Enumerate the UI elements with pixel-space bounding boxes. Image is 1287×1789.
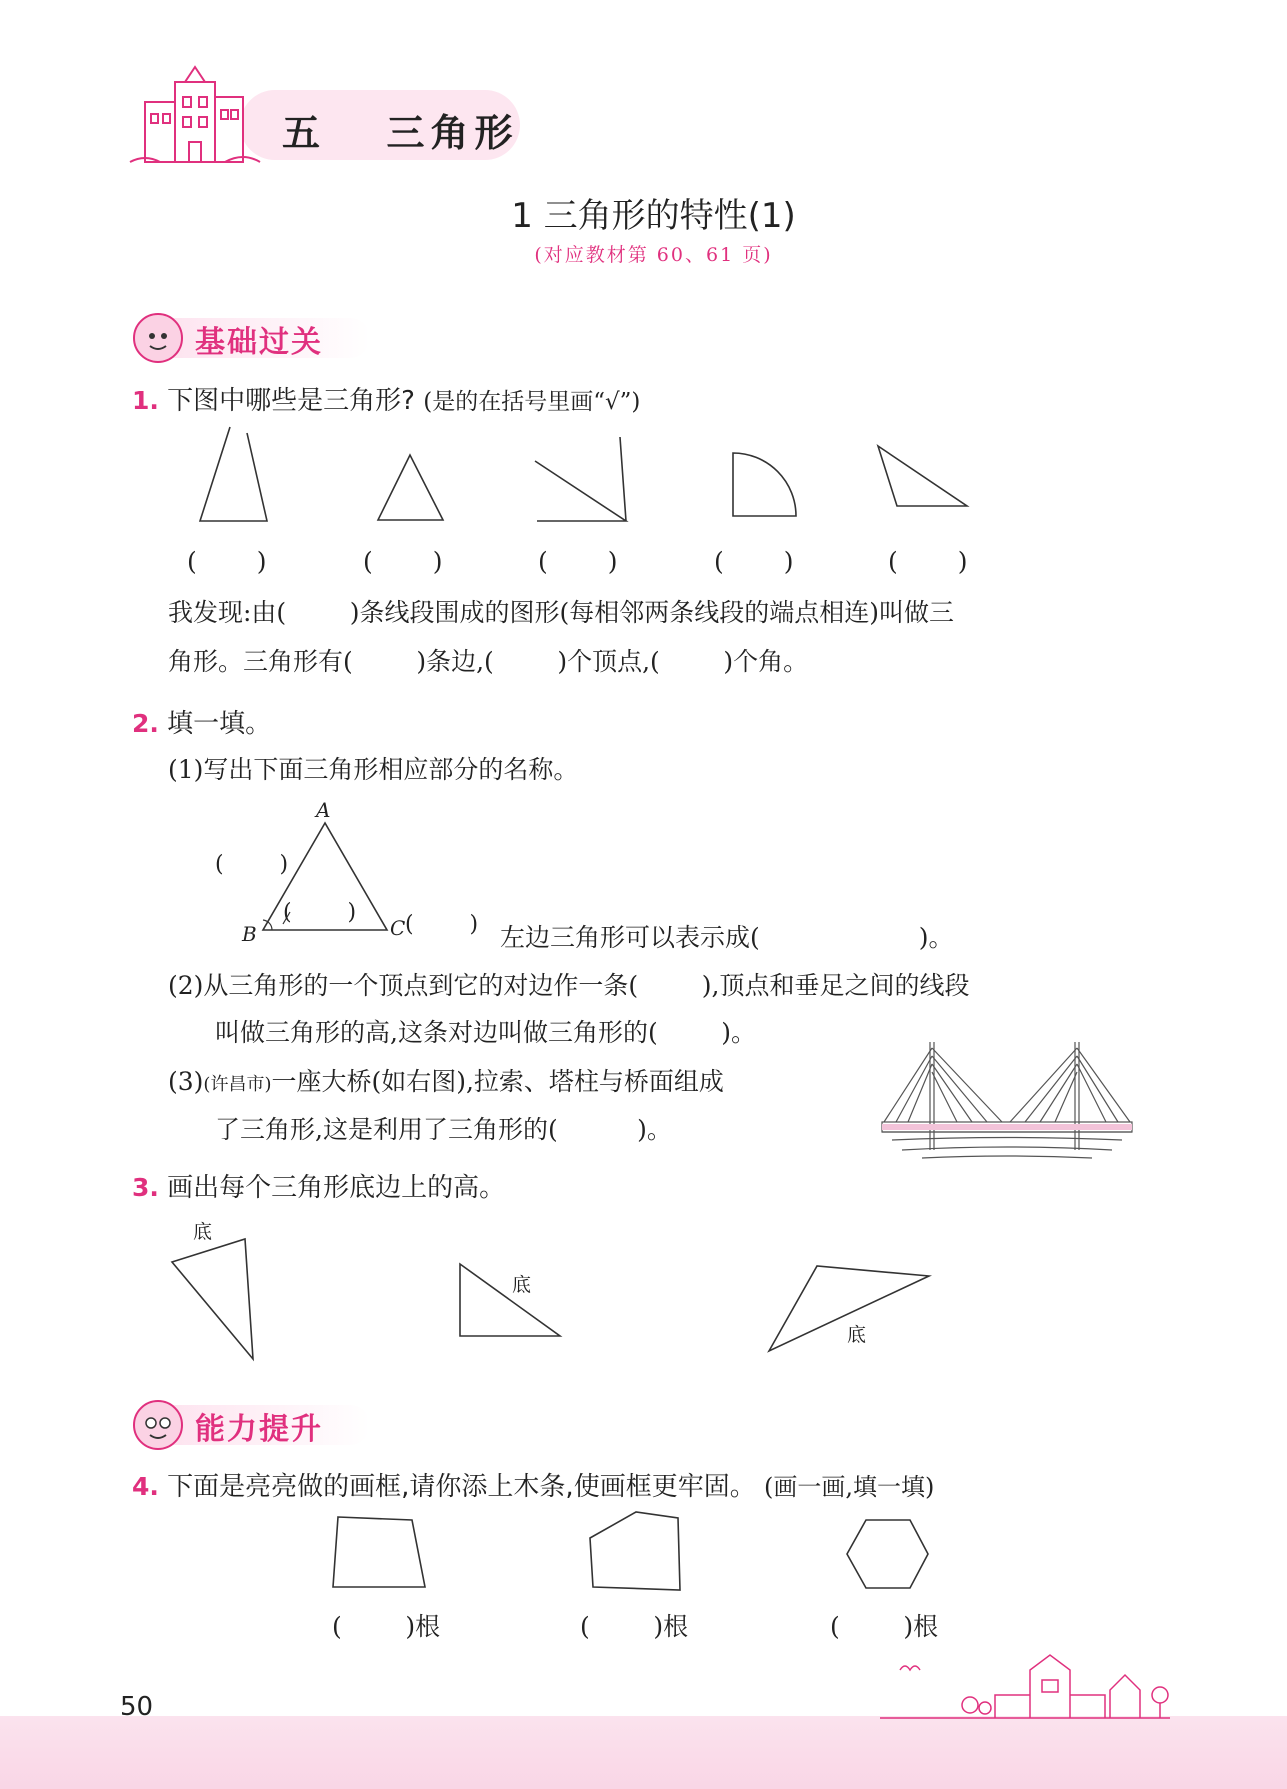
q2-part-3-line-2: 了三角形,这是利用了三角形的( )。 xyxy=(215,1115,672,1144)
finding-line-1: 我发现:由( )条线段围成的图形(每相邻两条线段的端点相连)叫做三 xyxy=(168,598,955,627)
section-title-basic: 基础过关 xyxy=(195,325,323,360)
question-text: 画出每个三角形底边上的高。 xyxy=(167,1173,506,1203)
shape-4-sector xyxy=(730,450,800,520)
frame-answer-3[interactable]: ( )根 xyxy=(830,1612,939,1641)
castle-footer-illustration xyxy=(880,1650,1170,1720)
answer-blank-2[interactable]: ( ) xyxy=(363,547,443,576)
question-3 xyxy=(132,1167,505,1204)
shape-2-triangle xyxy=(375,452,445,522)
triangle-q3-1 xyxy=(170,1237,255,1362)
section-title-advanced: 能力提升 xyxy=(195,1412,323,1447)
base-label-2: 底 xyxy=(512,1274,532,1296)
question-number: 1. xyxy=(132,386,159,415)
answer-blank-4[interactable]: ( ) xyxy=(714,547,794,576)
cable-bridge-illustration xyxy=(882,1040,1132,1165)
q2-part-2-line-1: (2)从三角形的一个顶点到它的对边作一条( ),顶点和垂足之间的线段 xyxy=(168,971,970,1000)
building-illustration xyxy=(125,62,265,172)
frame-answer-2[interactable]: ( )根 xyxy=(580,1612,689,1641)
question-text: 填一填。 xyxy=(167,709,272,739)
shape-5-triangle xyxy=(875,443,975,508)
chapter-number: 五 xyxy=(282,111,327,155)
vertex-label-b: B xyxy=(242,922,257,946)
shape-3-unclosed-triangle xyxy=(533,435,633,525)
question-note: (画一画,填一填) xyxy=(763,1473,935,1501)
chapter-title: 三角形 xyxy=(386,111,519,155)
lesson-subtitle: (对应教材第 60、61 页) xyxy=(534,244,773,266)
express-triangle-text: 左边三角形可以表示成( )。 xyxy=(500,923,954,952)
base-name-blank[interactable]: ( ) xyxy=(283,900,357,925)
question-4 xyxy=(132,1466,934,1503)
lesson-title: 1 三角形的特性(1) xyxy=(511,196,796,236)
base-label-3: 底 xyxy=(847,1324,867,1346)
base-label-1: 底 xyxy=(193,1221,213,1243)
answer-blank-5[interactable]: ( ) xyxy=(888,547,968,576)
source-tag: (许昌市) xyxy=(203,1074,272,1095)
vertex-name-blank[interactable]: ( ) xyxy=(405,912,479,937)
frame-answer-1[interactable]: ( )根 xyxy=(332,1612,441,1641)
frame-pentagon xyxy=(588,1510,683,1592)
q2-part-3-line-1: (3)(许昌市)一座大桥(如右图),拉索、塔柱与桥面组成 xyxy=(168,1067,724,1096)
question-2 xyxy=(132,703,271,740)
finding-line-2: 角形。三角形有( )条边,( )个顶点,( )个角。 xyxy=(168,647,809,676)
answer-blank-3[interactable]: ( ) xyxy=(538,547,618,576)
answer-blank-1[interactable]: ( ) xyxy=(187,547,267,576)
vertex-label-c: C xyxy=(390,916,406,940)
boy-mascot-icon xyxy=(130,1397,186,1453)
question-text: 下面是亮亮做的画框,请你添上木条,使画框更牢固。 xyxy=(167,1472,756,1502)
triangle-q3-2 xyxy=(458,1262,563,1340)
side-name-blank[interactable]: ( ) xyxy=(215,852,289,877)
girl-mascot-icon xyxy=(130,310,186,366)
footer-band xyxy=(0,1716,1287,1789)
question-number: 2. xyxy=(132,709,159,738)
vertex-label-a: A xyxy=(316,798,331,822)
frame-quadrilateral xyxy=(330,1515,428,1590)
q2-part-2-line-2: 叫做三角形的高,这条对边叫做三角形的( )。 xyxy=(215,1018,757,1047)
frame-hexagon xyxy=(844,1518,930,1590)
question-number: 3. xyxy=(132,1173,159,1202)
q2-part-1: (1)写出下面三角形相应部分的名称。 xyxy=(168,755,579,784)
shape-1-open-triangle xyxy=(195,425,275,525)
question-number: 4. xyxy=(132,1472,159,1501)
question-note: (是的在括号里画“√”) xyxy=(423,389,641,415)
chapter-heading xyxy=(282,102,519,157)
question-text: 下图中哪些是三角形? xyxy=(167,386,415,416)
question-1 xyxy=(132,380,640,417)
page-number: 50 xyxy=(120,1692,154,1722)
